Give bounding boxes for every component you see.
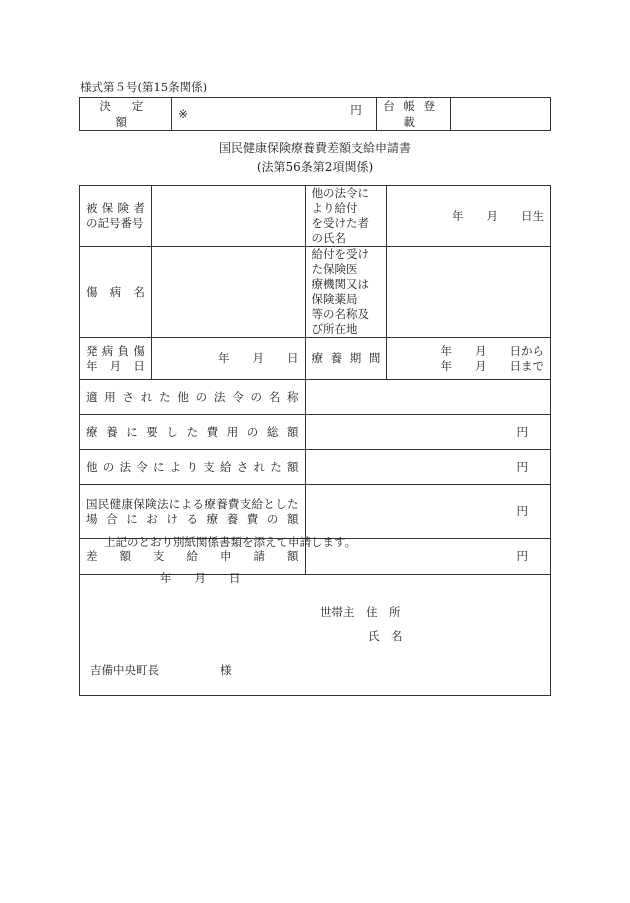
head-address-label: 世帯主 住 所: [320, 605, 401, 619]
name-label: 氏 名: [368, 629, 403, 643]
difference-label: 差 額 支 給 申 請 額: [80, 539, 306, 575]
total-cost-label: 療養に要した費用の総額: [80, 415, 306, 450]
disease-label: 傷 病 名: [80, 247, 152, 338]
total-cost-field[interactable]: [305, 415, 550, 450]
insured-label: 被保険者 の記号番号: [80, 186, 152, 247]
birth-date-field[interactable]: 年 月 日生: [387, 186, 551, 247]
form-number-label: 様式第５号(第15条関係): [80, 80, 208, 94]
period-field[interactable]: 年 月 日から 年 月 日まで: [387, 338, 551, 380]
insured-number-field[interactable]: [151, 186, 305, 247]
disease-field[interactable]: [151, 247, 305, 338]
addressee: 吉備中央町長: [90, 663, 159, 677]
institution-label: 給付を受けた保険医 療機関又は保険薬局 等の名称及び所在地: [305, 247, 387, 338]
yen-unit: 円: [350, 103, 362, 117]
yen-unit: 円: [516, 459, 528, 474]
ledger-label: 台帳登載: [376, 98, 450, 131]
application-date[interactable]: 年 月 日: [160, 571, 241, 585]
period-label: 療養期間: [305, 338, 387, 380]
mark-symbol: ※: [178, 107, 188, 121]
yen-unit: 円: [516, 504, 528, 518]
nhi-cost-label: 国民健康保険法による療養費支給とした 場合における療養費の額: [80, 485, 306, 539]
form-subtitle: (法第56条第2項関係): [256, 160, 374, 174]
decision-amount-field[interactable]: [172, 98, 377, 131]
institution-field[interactable]: [387, 247, 551, 338]
onset-date-field[interactable]: 年 月 日: [151, 338, 305, 380]
declaration-statement: 上記のとおり別紙関係書類を添えて申請します。: [104, 535, 357, 549]
yen-unit: 円: [516, 424, 528, 439]
applied-law-label: 適用された他の法令の名称: [80, 380, 306, 415]
decision-amount-label: 決 定 額: [80, 98, 172, 131]
declaration-box: [79, 512, 551, 696]
paid-other-law-label: 他の法令により支給された額: [80, 450, 306, 485]
applied-law-field[interactable]: [305, 380, 550, 415]
decision-strip: [79, 97, 551, 131]
ledger-field[interactable]: [451, 98, 551, 131]
honorific: 様: [220, 663, 232, 677]
form-title: 国民健康保険療養費差額支給申請書: [218, 141, 411, 155]
onset-label: 発病負傷 年 月 日: [80, 338, 152, 380]
yen-unit: 円: [516, 549, 528, 563]
other-law-recipient-label: 他の法令により給付 を受けた者の氏名: [305, 186, 387, 247]
paid-other-law-field[interactable]: [305, 450, 550, 485]
